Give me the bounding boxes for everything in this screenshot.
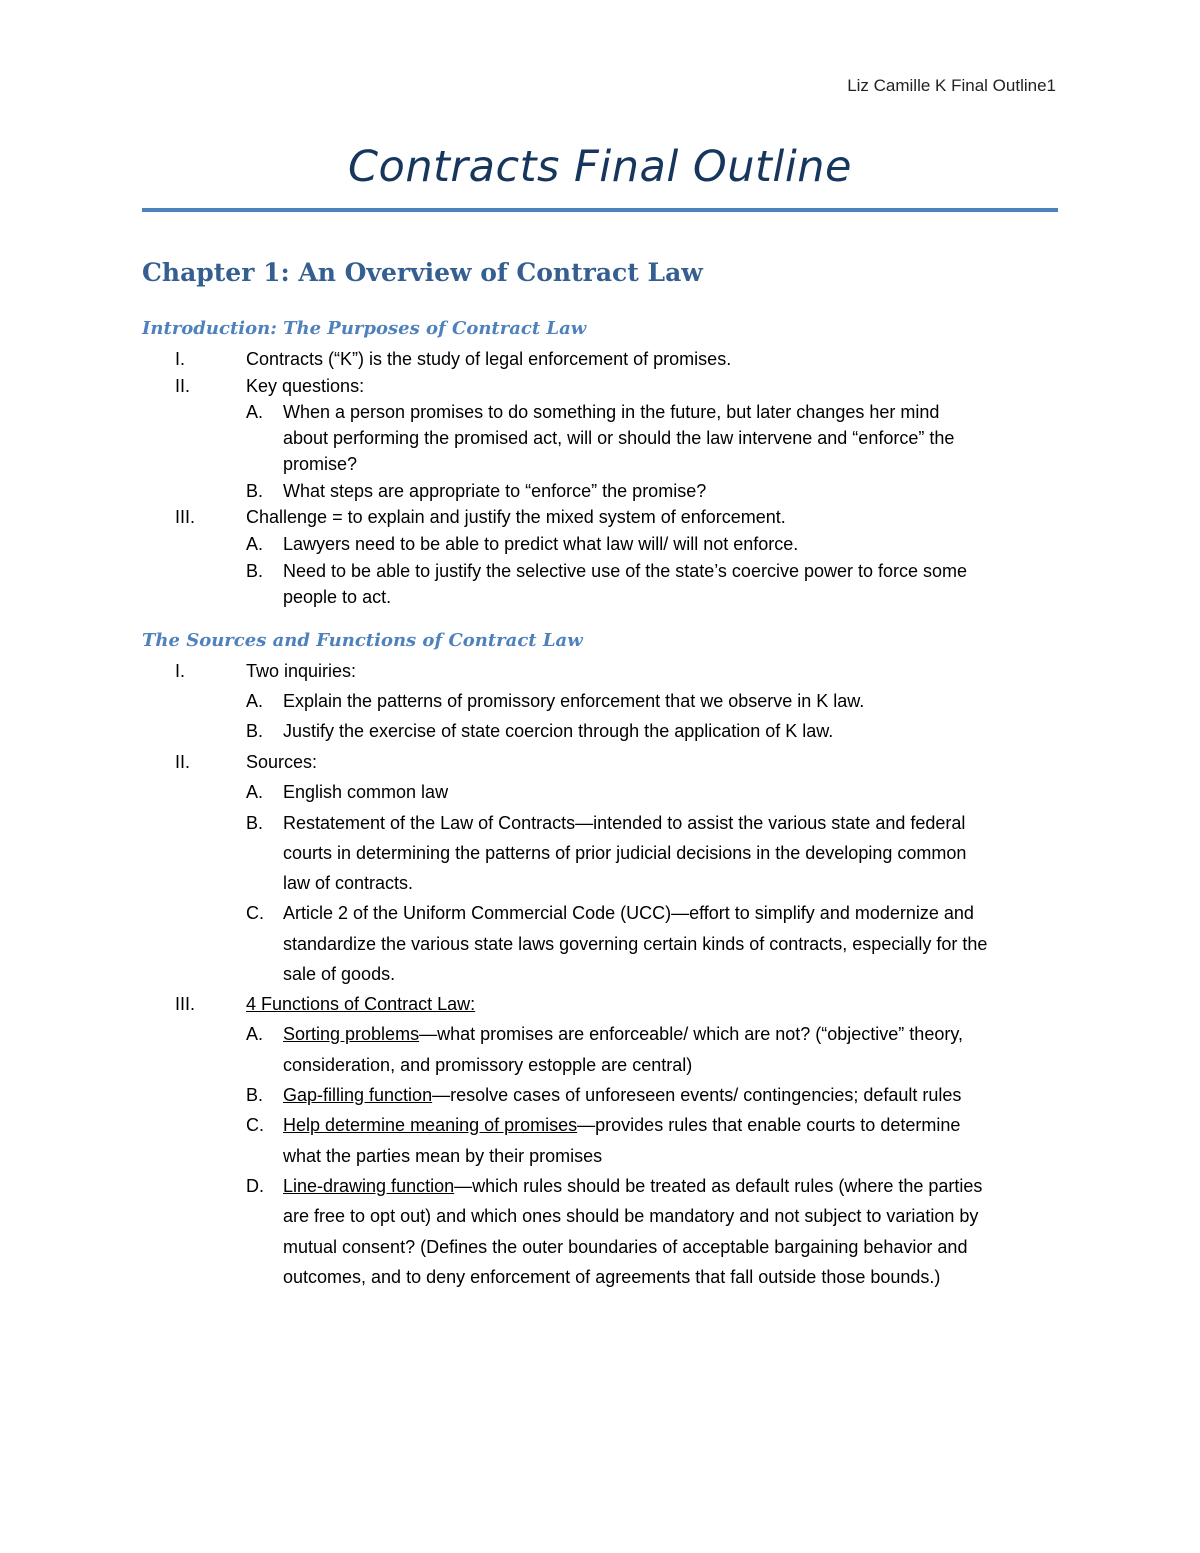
list-item-text [283, 1177, 982, 1195]
list-item-text: Need to be able to justify the selective use of the state’s coercive power to force some [283, 561, 968, 581]
list-letter: B. [246, 721, 264, 741]
term-description: —resolve cases of unforeseen events/ contingencies; default rules [432, 1085, 962, 1105]
list-item-text: Challenge = to explain and justify the mixed system of enforcement. [246, 507, 786, 527]
list-number: III. [175, 994, 196, 1014]
list-item-text: about performing the promised act, will or should the law intervene and “enforce” the [283, 428, 955, 448]
list-item-text: outcomes, and to deny enforcement of agreements that fall outside those bounds.) [283, 1267, 941, 1287]
list-item-text: Article 2 of the Uniform Commercial Code (UCC)—effort to simplify and modernize and [283, 903, 974, 923]
underlined-term: Help determine meaning of promises [283, 1115, 578, 1135]
list-letter: C. [246, 1115, 264, 1135]
list-item-text: are free to opt out) and which ones should be mandatory and not subject to variation by [283, 1206, 979, 1226]
list-item-text: English common law [283, 782, 449, 802]
list-number: II. [175, 752, 191, 772]
list-number: II. [175, 376, 191, 396]
list-item-text: law of contracts. [283, 873, 414, 893]
list-letter: D. [246, 1176, 264, 1196]
document-title: Contracts Final Outline [347, 142, 852, 192]
list-letter: B. [246, 561, 264, 581]
list-item-text [283, 1116, 960, 1134]
list-item-text [283, 1025, 963, 1043]
list-number: I. [175, 661, 186, 681]
list-letter: B. [246, 813, 264, 833]
term-description: —which rules should be treated as default rules (where the parties [454, 1176, 983, 1196]
list-item-text: people to act. [283, 587, 392, 607]
list-letter: B. [246, 481, 264, 501]
list-item-text: sale of goods. [283, 964, 396, 984]
list-item-text: What steps are appropriate to “enforce” the promise? [283, 481, 707, 501]
list-item-text [283, 1086, 961, 1104]
list-letter: A. [246, 691, 264, 711]
list-item-text: Explain the patterns of promissory enforcement that we observe in K law. [283, 691, 865, 711]
underlined-term: Line-drawing function [283, 1176, 455, 1196]
section-heading-sources: The Sources and Functions of Contract Law [142, 630, 583, 651]
running-header: Liz Camille K Final Outline1 [847, 76, 1056, 95]
list-item-text: standardize the various state laws governing certain kinds of contracts, especially for the [283, 934, 988, 954]
list-item-text: Restatement of the Law of Contracts—intended to assist the various state and federal [283, 813, 966, 833]
list-letter: A. [246, 402, 264, 422]
chapter-heading: Chapter 1: An Overview of Contract Law [142, 258, 703, 287]
underlined-term: Gap-filling function [283, 1085, 433, 1105]
list-item-text: Sources: [246, 752, 318, 772]
list-letter: A. [246, 1024, 264, 1044]
list-letter: C. [246, 903, 264, 923]
list-item-text: When a person promises to do something in the future, but later changes her mind [283, 402, 940, 422]
list-item-text: what the parties mean by their promises [283, 1146, 603, 1166]
list-item-text: Contracts (“K”) is the study of legal enforcement of promises. [246, 349, 732, 369]
list-item-text: mutual consent? (Defines the outer boundaries of acceptable bargaining behavior and [283, 1237, 968, 1257]
underlined-term: Sorting problems [283, 1024, 420, 1044]
term-description: —what promises are enforceable/ which are not? (“objective” theory, [419, 1024, 963, 1044]
list-item-text: promise? [283, 454, 358, 474]
list-letter: A. [246, 534, 264, 554]
list-letter: A. [246, 782, 264, 802]
list-item-text: courts in determining the patterns of prior judicial decisions in the developing common [283, 843, 967, 863]
list-item-text [246, 995, 475, 1013]
list-item-text: Lawyers need to be able to predict what law will/ will not enforce. [283, 534, 799, 554]
list-item-text: consideration, and promissory estopple are central) [283, 1055, 693, 1075]
list-letter: B. [246, 1085, 264, 1105]
title-underline-rule [142, 208, 1058, 212]
list-number: III. [175, 507, 196, 527]
list-number: I. [175, 349, 186, 369]
list-item-text: Justify the exercise of state coercion through the application of K law. [283, 721, 834, 741]
list-item-text: Key questions: [246, 376, 365, 396]
section-heading-purposes: Introduction: The Purposes of Contract Law [142, 318, 587, 339]
list-item-text: Two inquiries: [246, 661, 357, 681]
term-description: —provides rules that enable courts to determine [577, 1115, 961, 1135]
underlined-heading: 4 Functions of Contract Law: [246, 994, 476, 1014]
